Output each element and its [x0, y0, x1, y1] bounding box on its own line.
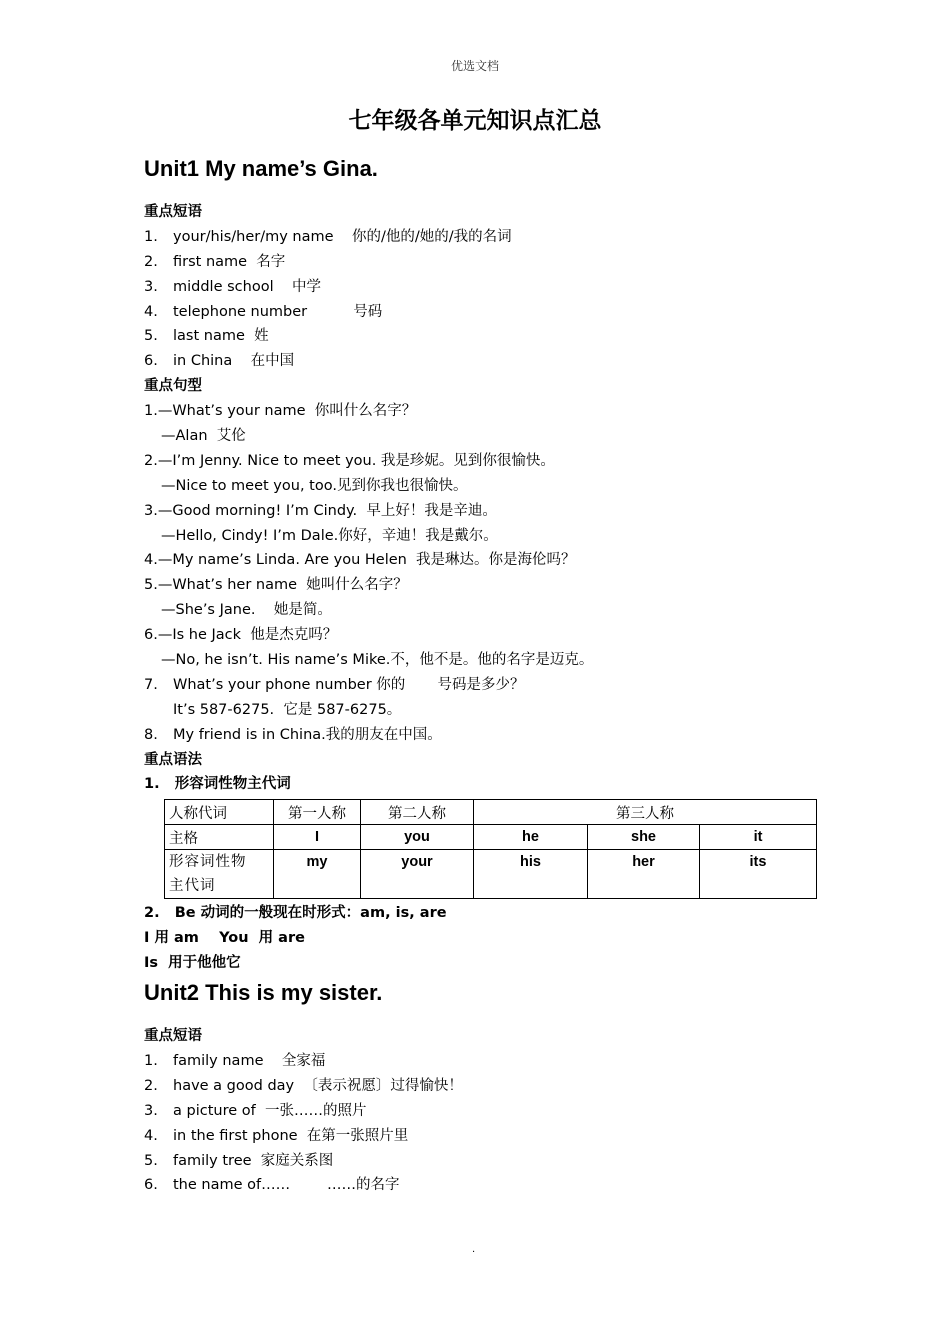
table-cell: your: [361, 850, 474, 899]
sentence-line: 8. My friend is in China.我的朋友在中国。: [144, 726, 442, 743]
table-cell: his: [474, 850, 588, 899]
unit1-grammar-title: 重点语法: [144, 751, 202, 768]
footer-mark: .: [472, 1244, 476, 1255]
list-item: 1. your/his/her/my name 你的/他的/她的/我的名词: [144, 228, 512, 245]
table-cell: I: [274, 825, 361, 850]
table-cell: she: [588, 825, 700, 850]
sentence-line: 2.—I’m Jenny. Nice to meet you. 我是珍妮。见到你很愉快。: [144, 452, 555, 469]
sentence-line: 3.—Good morning! I’m Cindy. 早上好！我是辛迪。: [144, 502, 497, 519]
sentence-line: 1.—What’s your name 你叫什么名字？: [144, 403, 417, 420]
sentence-line: —No, he isn’t. His name’s Mike.不，他不是。他的名字是迈克。: [161, 652, 594, 669]
header-note: 优选文档: [450, 59, 499, 73]
sentence-line: It’s 587-6275. 它是 587-6275。: [173, 701, 402, 718]
table-cell: you: [361, 825, 474, 850]
table-cell: my: [274, 850, 361, 899]
list-item: 2. first name 名字: [144, 253, 286, 270]
document-title: 七年级各单元知识点汇总: [348, 107, 602, 134]
unit1-heading: Unit1 My name’s Gina.: [144, 156, 378, 181]
pronoun-table: [164, 799, 817, 899]
table-row: [165, 800, 817, 825]
grammar-point-2a: I 用 am You 用 are: [144, 930, 305, 947]
table-row: [165, 850, 817, 899]
grammar-point-2: 2. Be 动词的一般现在时形式：am, is, are: [144, 905, 447, 922]
sentence-line: 4.—My name’s Linda. Are you Helen 我是琳达。你是海伦吗？: [144, 552, 576, 569]
document-body: [144, 152, 834, 1198]
list-item: 5. family tree 家庭关系图: [144, 1152, 334, 1169]
unit1-sentences-title: 重点句型: [144, 378, 202, 395]
list-item: 4. telephone number 号码: [144, 303, 383, 320]
table-header-cell: 第三人称: [474, 800, 817, 825]
table-cell: it: [700, 825, 817, 850]
table-row: [165, 825, 817, 850]
table-cell: he: [474, 825, 588, 850]
list-item: 6. the name of…… ……的名字: [144, 1177, 400, 1194]
list-item: 6. in China 在中国: [144, 353, 295, 370]
table-cell: 形容词性物 主代词: [165, 850, 274, 899]
sentence-line: —Nice to meet you, too.见到你我也很愉快。: [161, 477, 468, 494]
table-header-cell: 第一人称: [274, 800, 361, 825]
table-header-cell: 人称代词: [165, 800, 274, 825]
sentence-line: —Hello, Cindy! I’m Dale.你好，辛迪！我是戴尔。: [161, 527, 498, 544]
unit2-heading: Unit2 This is my sister.: [144, 980, 383, 1006]
sentence-line: —She’s Jane. 她是简。: [161, 602, 332, 619]
sentence-line: 5.—What’s her name 她叫什么名字？: [144, 577, 408, 594]
list-item: 2. have a good day 〔表示祝愿〕过得愉快！: [144, 1077, 463, 1094]
list-item: 5. last name 姓: [144, 328, 269, 345]
unit1-phrases-title: 重点短语: [144, 204, 202, 220]
table-cell: 主格: [165, 825, 274, 850]
table-cell: her: [588, 850, 700, 899]
sentence-line: —Alan 艾伦: [161, 428, 246, 445]
list-item: 3. middle school 中学: [144, 278, 322, 295]
grammar-point-1: 1. 形容词性物主代词: [144, 776, 291, 793]
table-header-cell: 第二人称: [361, 800, 474, 825]
table-cell: its: [700, 850, 817, 899]
sentence-line: 7. What’s your phone number 你的 号码是多少？: [144, 676, 525, 693]
list-item: 1. family name 全家福: [144, 1052, 326, 1069]
sentence-line: 6.—Is he Jack 他是杰克吗？: [144, 627, 338, 644]
list-item: 3. a picture of 一张……的照片: [144, 1102, 367, 1119]
list-item: 4. in the first phone 在第一张照片里: [144, 1127, 409, 1144]
grammar-point-2b: Is 用于他他它: [144, 955, 241, 972]
unit2-phrases-title: 重点短语: [144, 1028, 202, 1045]
